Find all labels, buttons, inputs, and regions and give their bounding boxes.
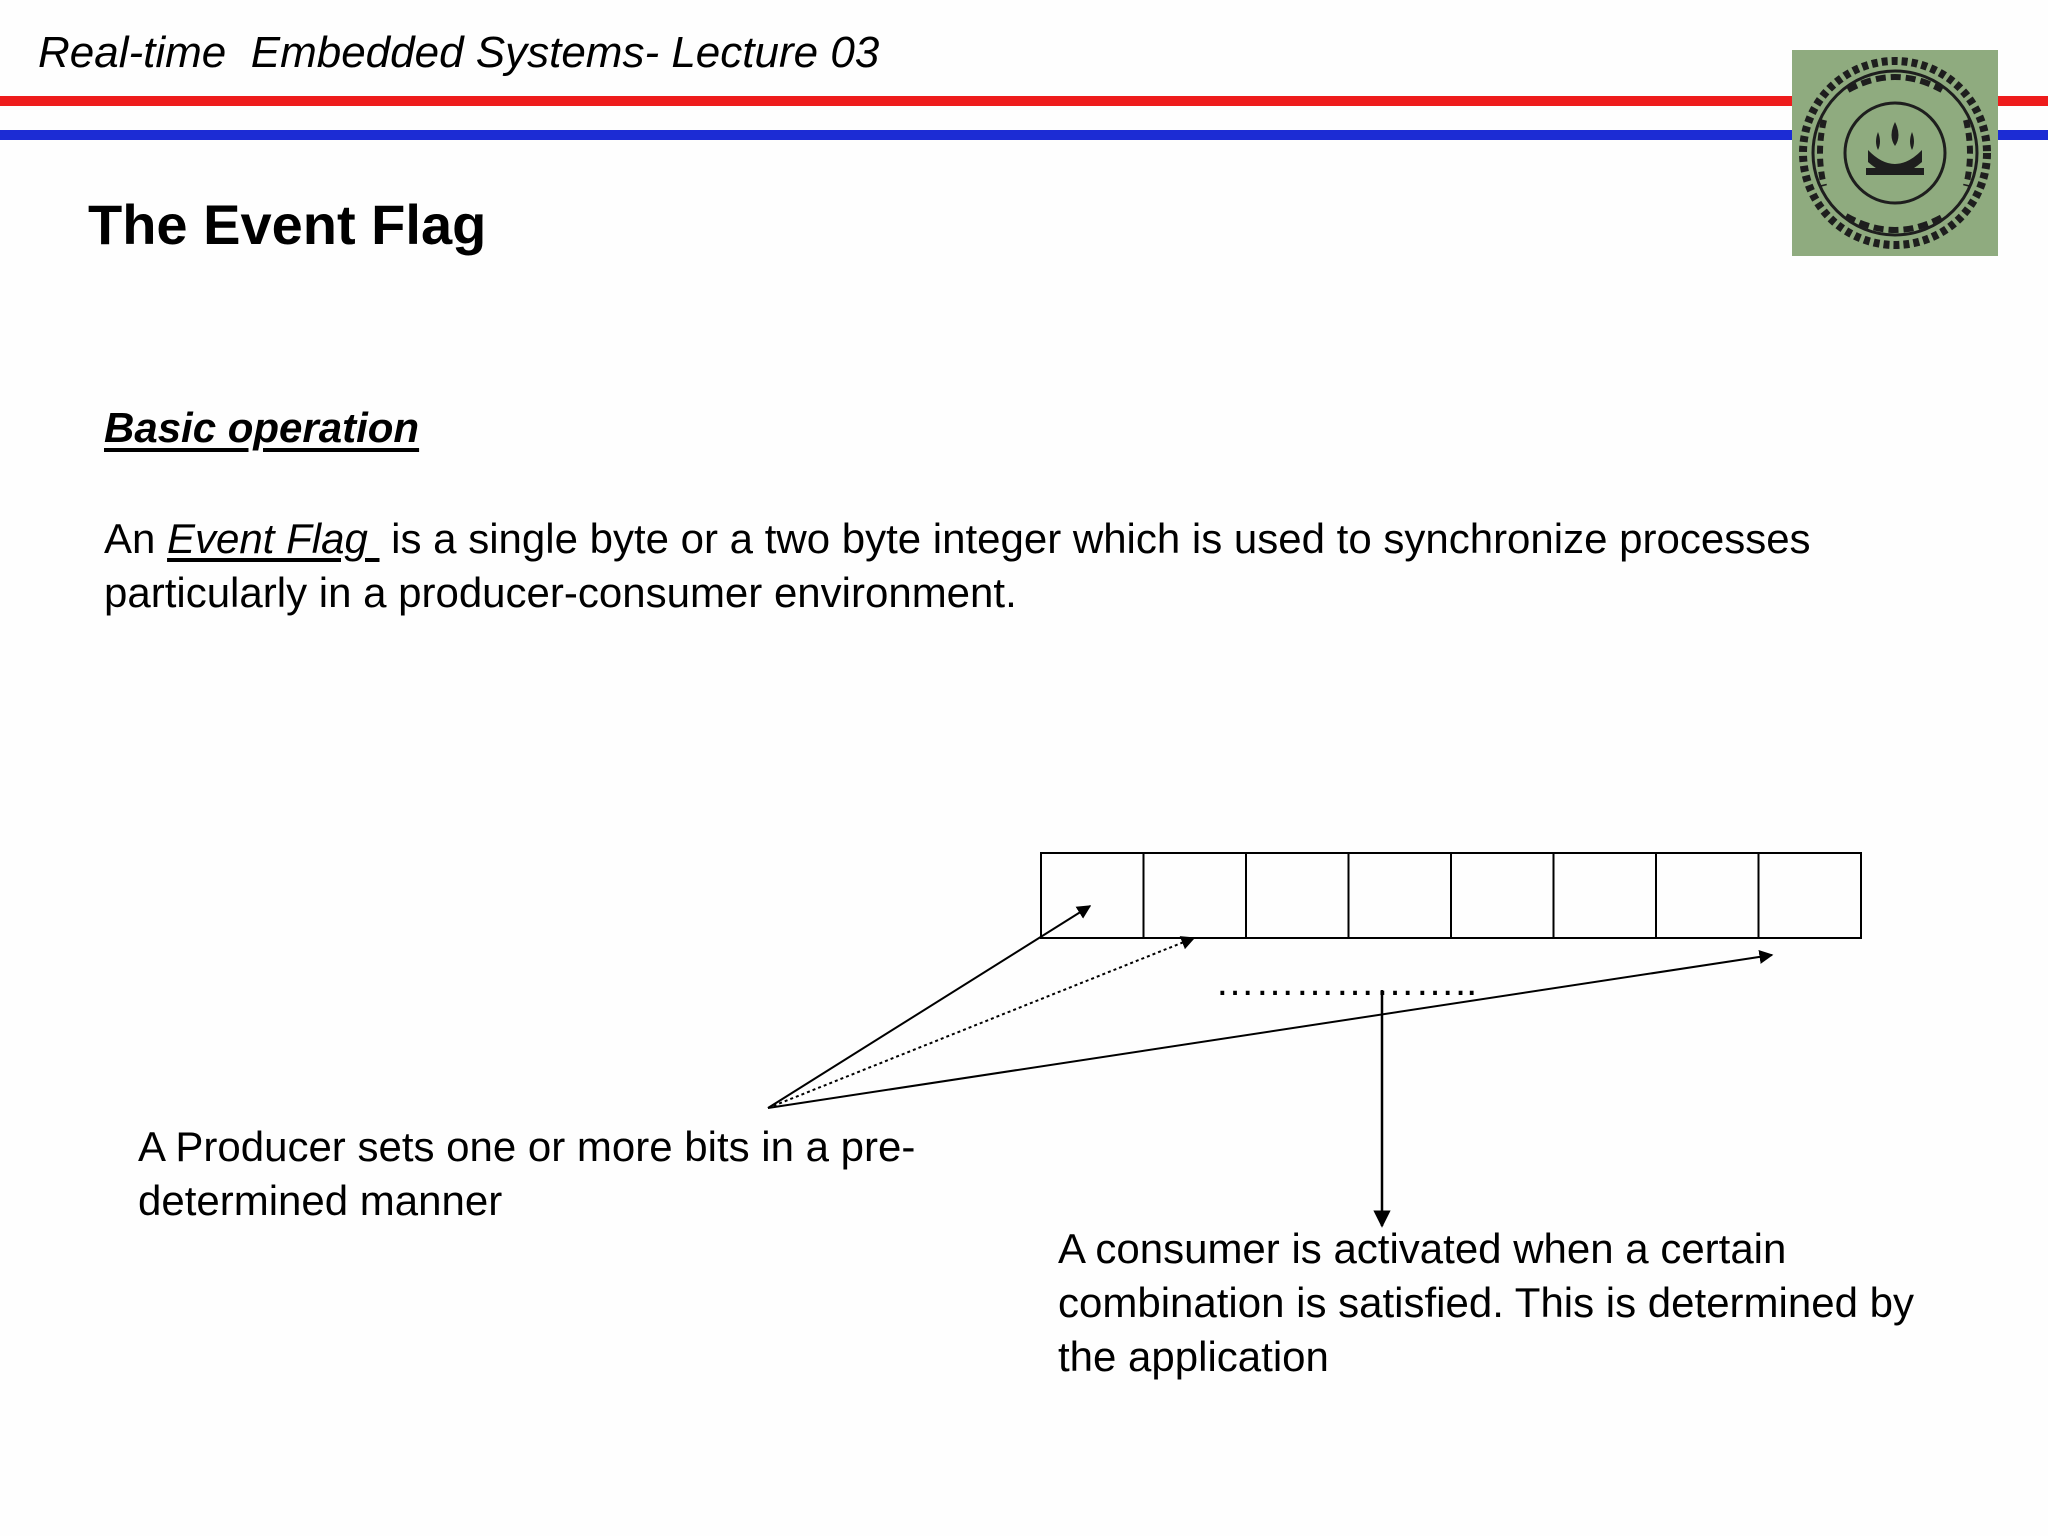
section-heading: Basic operation [104,404,420,451]
paragraph-prefix: An [104,515,168,562]
event-flag-term: Event Flag [167,515,380,562]
paragraph-suffix: is a single byte or a two byte integer which is used to synchronize processes particularly in a producer-consumer environment. [104,515,1811,616]
flag-bit-cell-7 [1656,853,1759,938]
flag-bit-cells [1041,853,1861,938]
slide-title: The Event Flag [88,193,487,256]
flag-bit-cell-5 [1451,853,1554,938]
flag-bit-cell-3 [1246,853,1349,938]
flag-bit-cell-4 [1349,853,1452,938]
bit-ellipsis: ……………….. [1215,960,1478,1004]
flag-bit-cell-6 [1554,853,1657,938]
producer-arrow-bit-2-dotted [768,938,1194,1108]
consumer-caption: A consumer is activated when a certain combination is satisfied. This is determined by the application [1058,1225,1914,1380]
producer-arrow-bit-1 [768,906,1090,1108]
flag-bit-cell-1 [1041,853,1144,938]
producer-caption: A Producer sets one or more bits in a pre-determined manner [138,1123,916,1224]
header-title: Real-time Embedded Systems- Lecture 03 [38,28,880,77]
flag-bit-cell-8 [1759,853,1862,938]
flag-bit-cell-2 [1144,853,1247,938]
